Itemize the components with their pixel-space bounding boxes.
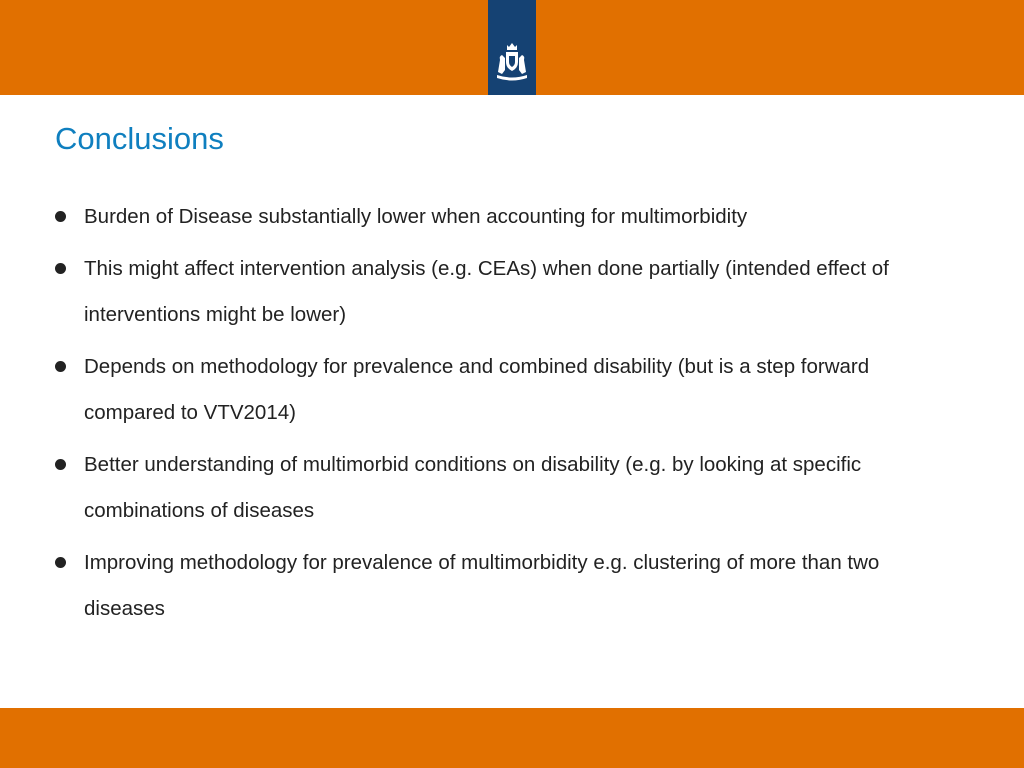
bullet-dot-icon (55, 361, 66, 372)
coat-of-arms-icon (488, 0, 536, 95)
footer-bar (0, 708, 1024, 768)
slide-title: Conclusions (55, 121, 224, 156)
bullet-dot-icon (55, 263, 66, 274)
bullet-item (55, 540, 955, 632)
bullet-dot-icon (55, 557, 66, 568)
bullet-item (55, 246, 955, 338)
header-bar (0, 0, 1024, 95)
logo-tab (488, 0, 536, 95)
bullet-dot-icon (55, 211, 66, 222)
bullet-text: Better understanding of multimorbid conditions on disability (e.g. by looking at specific combinations of diseases (84, 453, 862, 522)
bullet-text: This might affect intervention analysis (e.g. CEAs) when done partially (intended effect of interventions might be lower) (84, 257, 889, 326)
bullet-item (55, 344, 955, 436)
bullet-item (55, 194, 955, 240)
bullet-text: Improving methodology for prevalence of multimorbidity e.g. clustering of more than two diseases (84, 551, 880, 620)
bullet-list (55, 194, 955, 638)
bullet-dot-icon (55, 459, 66, 470)
bullet-text: Depends on methodology for prevalence and combined disability (but is a step forward compared to VTV2014) (84, 355, 870, 424)
bullet-text: Burden of Disease substantially lower when accounting for multimorbidity (84, 205, 748, 228)
bullet-item (55, 442, 955, 534)
